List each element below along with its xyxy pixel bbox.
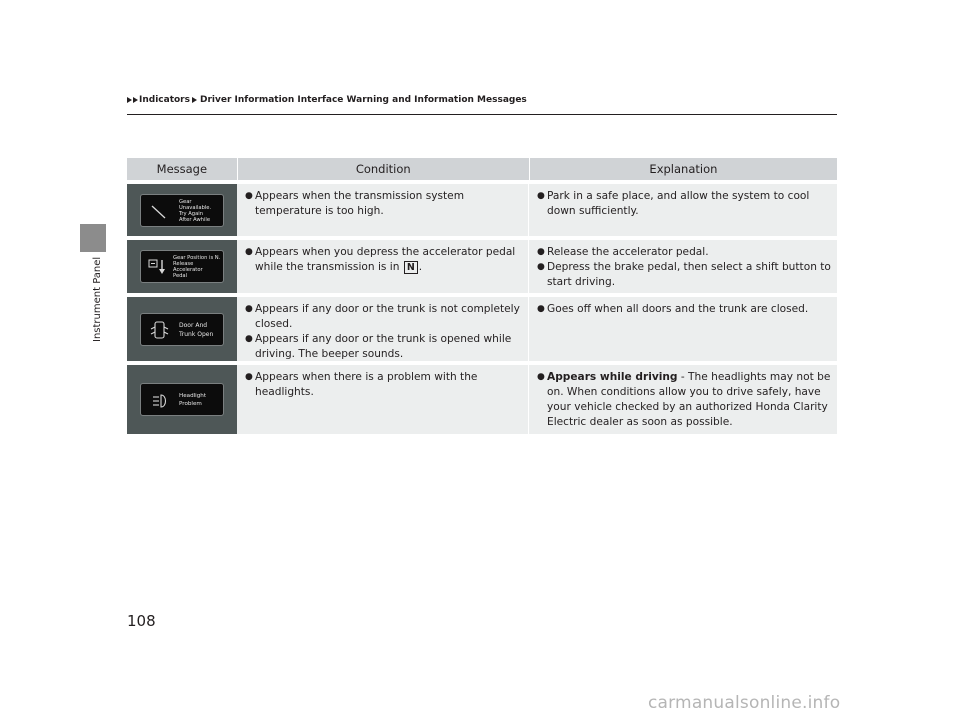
explanation-cell — [529, 297, 837, 361]
explanation-cell — [529, 365, 837, 434]
messages-table — [127, 158, 837, 434]
section-tab — [80, 224, 106, 252]
breadcrumb-arrow-icon — [127, 97, 132, 103]
gear-unavailable-display — [140, 194, 224, 227]
condition-cell — [237, 184, 529, 236]
explanation-cell — [529, 240, 837, 293]
display-message-text: Gear Position is N. Release Accelerator Pedal — [173, 255, 221, 279]
shift-lever-icon — [149, 203, 169, 221]
shift-key-n: N — [404, 261, 418, 274]
headlight-icon — [151, 392, 173, 410]
headlight-problem-display — [140, 383, 224, 416]
explanation-cell — [529, 184, 837, 236]
display-message-text: Headlight Problem — [179, 393, 207, 407]
breadcrumb-item[interactable]: Driver Information Interface Warning and Information Messages — [199, 95, 527, 105]
watermark: carmanualsonline.info — [648, 693, 841, 713]
list-item: ● Park in a safe place, and allow the system to cool down sufficiently. — [537, 190, 810, 217]
column-header-message: Message — [156, 162, 208, 176]
condition-cell — [237, 240, 529, 293]
list-item: ● Appears if any door or the trunk is not completely closed. — [245, 303, 520, 330]
list-item: ● Appears when the transmission system temperature is too high. — [245, 190, 465, 217]
display-message-text: Door And Trunk Open — [179, 321, 214, 338]
condition-cell — [237, 365, 529, 434]
door-trunk-open-display — [140, 313, 224, 346]
column-header-explanation: Explanation — [529, 158, 837, 180]
section-label: Instrument Panel — [92, 256, 103, 342]
breadcrumb-item[interactable]: Indicators — [139, 95, 190, 105]
message-display-image — [127, 240, 237, 293]
header-rule — [127, 114, 837, 115]
accelerator-pedal-icon — [147, 257, 169, 277]
car-doors-open-icon — [149, 320, 171, 340]
message-display-image — [127, 365, 237, 434]
condition-cell — [237, 297, 529, 361]
breadcrumb-arrow-icon — [192, 97, 197, 103]
message-display-image — [127, 184, 237, 236]
table-row — [127, 240, 837, 293]
list-item: ● Goes off when all doors and the trunk are closed. — [537, 303, 809, 315]
breadcrumb — [127, 95, 527, 105]
page-number: 108 — [127, 612, 156, 630]
list-item: ● Appears while driving - The headlights may not be on. When conditions allow you to drive safely, have your vehicle checked by an authorized Honda Clarity Electric dealer as soon as possible. — [537, 371, 831, 428]
table-row — [127, 184, 837, 236]
list-item: ● Depress the brake pedal, then select a shift button to start driving. — [537, 261, 831, 288]
column-header-condition: Condition — [237, 158, 529, 180]
table-header — [127, 158, 837, 180]
display-message-text: Gear Unavailable. Try Again After Awhile — [179, 198, 212, 223]
table-row — [127, 297, 837, 361]
list-item: ● Appears if any door or the trunk is opened while driving. The beeper sounds. — [245, 333, 512, 360]
list-item: ● Appears when you depress the accelerator pedal while the transmission is in N . — [245, 246, 516, 273]
message-display-image — [127, 297, 237, 361]
list-item: ● Appears when there is a problem with the headlights. — [245, 371, 478, 398]
breadcrumb-arrow-icon — [133, 97, 138, 103]
gear-position-display — [140, 250, 224, 283]
table-row — [127, 365, 837, 434]
list-item: ● Release the accelerator pedal. — [537, 246, 709, 258]
